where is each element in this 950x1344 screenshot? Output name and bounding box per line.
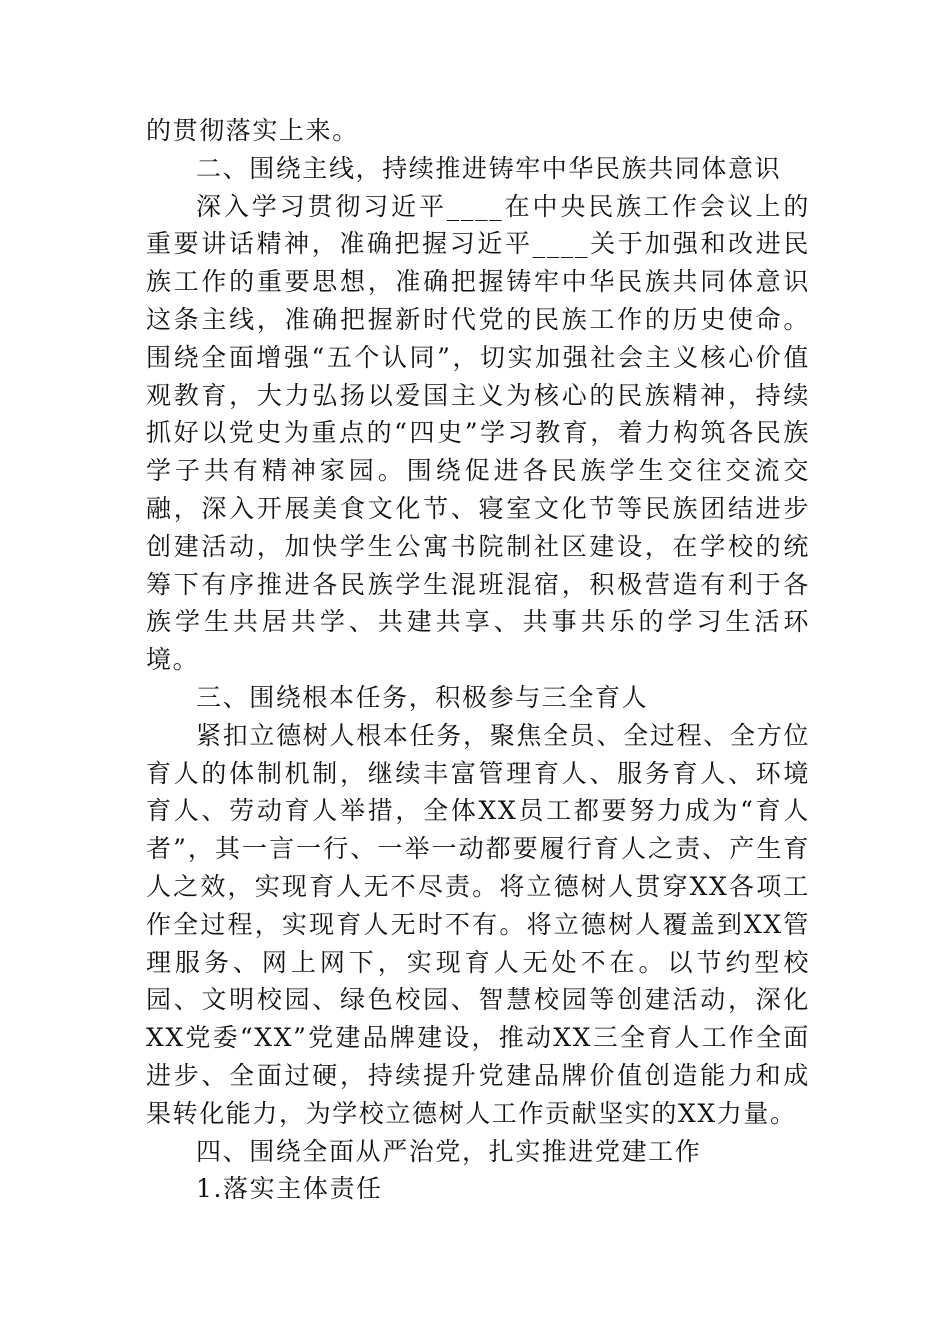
- document-body: [146, 112, 810, 1208]
- section-paragraph-2: 深入学习贯彻习近平____在中央民族工作会议上的重要讲话精神，准确把握习近平____关于加强和改进民族工作的重要思想，准确把握铸牢中华民族共同体意识这条主线，准确把握新时代党的民族工作的历史使命。围绕全面增强“五个认同”，切实加强社会主义核心价值观教育，大力弘扬以爱国主义为核心的民族精神，持续抓好以党史为重点的“四史”学习教育，着力构筑各民族学子共有精神家园。围绕促进各民族学生交往交流交融，深入开展美食文化节、寝室文化节等民族团结进步创建活动，加快学生公寓书院制社区建设，在学校的统筹下有序推进各民族学生混班混宿，积极营造有利于各族学生共居共学、共建共享、共事共乐的学习生活环境。: [146, 191, 810, 675]
- subsection-item-1: 1.落实主体责任: [196, 1174, 383, 1204]
- continuation-text: 的贯彻落实上来。: [146, 116, 359, 145]
- section-heading-4: 四、围绕全面从严治党，扎实推进党建工作: [196, 1136, 702, 1166]
- section-heading-3: 三、围绕根本任务，积极参与三全育人: [196, 682, 649, 712]
- section-paragraph-3: 紧扣立德树人根本任务，聚焦全员、全过程、全方位育人的体制机制，继续丰富管理育人、服务育人、环境育人、劳动育人举措，全体XX员工都要努力成为“育人者”，其一言一行、一举一动都要履行育人之责、产生育人之效，实现育人无不尽责。将立德树人贯穿XX各项工作全过程，实现育人无时不有。将立德树人覆盖到XX管理服务、网上网下，实现育人无处不在。以节约型校园、文明校园、绿色校园、智慧校园等创建活动，深化XX党委“XX”党建品牌建设，推动XX三全育人工作全面进步、全面过硬，持续提升党建品牌价值创造能力和成果转化能力，为学校立德树人工作贡献坚实的XX力量。: [146, 720, 810, 1128]
- section-heading-2: 二、围绕主线，持续推进铸牢中华民族共同体意识: [196, 153, 782, 183]
